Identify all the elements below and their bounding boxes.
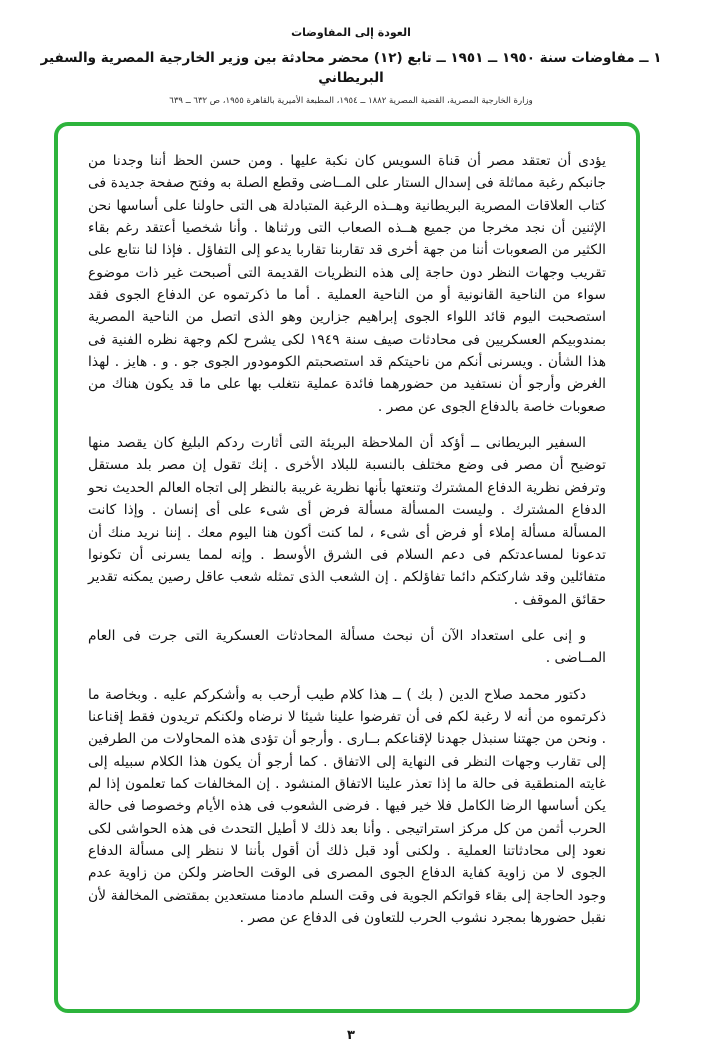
page-title: العودة إلى المفاوضات [291, 26, 411, 39]
paragraph: السفير البريطانى ــ أؤكد أن الملاحظة البريئة التى أثارت ردكم البليغ كان يقصد منها توضيح أن مصر فى وضع مختلف بالنسبة للبلاد الأخرى . إنك تقول إن مصر بلد مستقل وترفض نظرية الدفاع المشترك وتنعتها بأنها نظرية غريبة بالنظر إلى اتجاه العالم الحديث نحو الدفاع المشترك . وليست المسألة مسألة فرض أى شىء على أى إنسان . وإذا كانت المسألة مسألة إملاء أو فرض أى شىء ، لما كنت أكون هنا اليوم معك . إننا نريد منك أن تدعونا لمساعدتكم فى دعم السلام فى الشرق الأوسط . وإنه لمما يسرنى أن تكونوا متفائلين وقد شاركتكم دائما تفاؤلكم . إن الشعب الذى تمثله شعب عاقل رصين يمكنه تقدير حقائق الموقف . [88, 435, 606, 608]
paragraph: دكتور محمد صلاح الدين ( بك ) ــ هذا كلام طيب أرحب به وأشكركم عليه . وبخاصة ما ذكرتموه من أنه لا رغبة لكم فى أن تفرضوا علينا شيئا لا نرضاه ولكنكم تريدون فقط إقناعنا . ونحن من جهتنا سنبذل جهدنا لإقناعكم بــارى . وأرجو أن تؤدى هذه المحاولات من الطرفين إلى تقارب وجهات النظر فى النهاية إلى الاتفاق . كما أرجو أن يكون هذا الكلام سبيله إلى غايته المنطقية فى حالة ما إذا تعذر علينا الاتفاق المنشود . إن المخالفات كما تعلمون إذا لم يكن أساسها الرضا الكامل فلا خير فيها . فرضى الشعوب فى هذه الأيام وخصوصا فى حالة الحرب أثمن من كل مركز استراتيجى . وأنا بعد ذلك لا أطيل التحدث فى هذه الحواشى لكى نعود إلى محادثاتنا العملية . ولكنى أود قبل ذلك أن أقول بأننا لا ننظر إلى مسألة الدفاع الجوى لا من زاوية كفاية الدفاع الجوى المصرى فى الوقت الحاضر ولكن من زاوية عدم وجود الحاجة إلى بقاء قواتكم الجوية فى وقت السلم مادمنا مستعدين بمقتضى المخالفة لأن نقبل حضورها بمجرد نشوب الحرب للتعاون فى الدفاع عن مصر . [88, 686, 606, 926]
paragraph: يؤدى أن تعتقد مصر أن قناة السويس كان نكبة عليها . ومن حسن الحظ أننا وجدنا من جانبكم رغبة مماثلة فى إسدال الستار على المــاضى وقطع الصلة به وفتح صفحة جديدة فى كتاب العلاقات المصرية البريطانية وهــذه الرغبة المتبادلة هى التى حاولنا على أساسها نحن الإثنين أن نجد مخرجا من جميع هــذه الصعاب التى ورثناها . وأنا شخصيا أعتقد رغم بقاء الكثير من الصعوبات أننا من جهة أخرى قد تقاربنا تقاربا يدعو إلى التفاؤل . فإذا لنا نتابع على تقريب وجهات النظر دون حاجة إلى هذه النظريات القديمة التى أصبحت غير ذات موضوع سواء من الناحية القانونية أو من الناحية العملية . أما ما ذكرتموه عن الدفاع الجوى فقد استصحبت اليوم قائد اللواء الجوى إبراهيم جزارين وهو الذى اتصل من الناحية المصرية بمندوبيكم العسكريين فى محادثات صيف سنة ١٩٤٩ لكى يشرح لكم وجهة نظره الفنية فى هذا الشأن . ويسرنى أنكم من ناحيتكم قد استصحبتم الكومودور الجوى جو . و . هايز . لهذا الغرض وأرجو أن نستفيد من حضورهما فائدة عملية نتغلب بها على ما قد يكون هناك من صعوبات خاصة بالدفاع الجوى عن مصر . [88, 153, 607, 415]
page-header [0, 0, 702, 106]
source-citation: وزارة الخارجية المصرية، القضية المصرية ١٨٨٢ ــ ١٩٥٤، المطبعة الأميرية بالقاهرة ١٩٥٥، ص ٦٣٢ ــ ٦٣٩ [169, 95, 533, 106]
paragraph: و إنى على استعداد الآن أن نبحث مسألة المحادثات العسكرية التى جرت فى العام المــاضى . [88, 627, 606, 667]
text-frame [54, 122, 640, 1013]
section-heading: ١ ــ مفاوضات سنة ١٩٥٠ ــ ١٩٥١ ــ تابع (١٢) محضر محادثة بين وزير الخارجية المصرية والسفير البريطاني [40, 50, 662, 87]
page-number: ٣ [347, 1028, 355, 1043]
